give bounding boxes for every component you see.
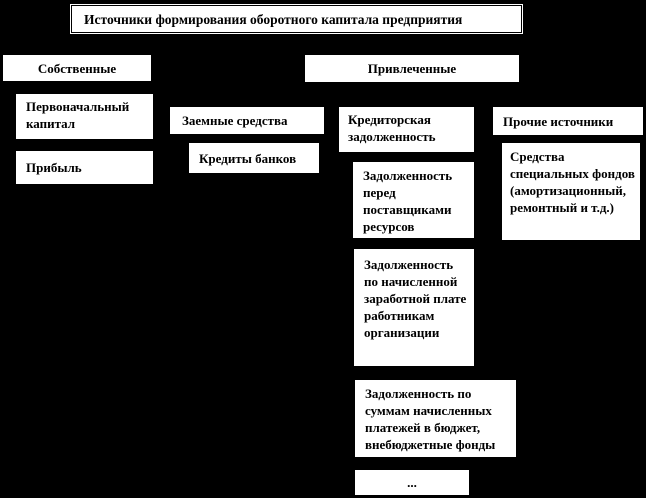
node-borrowed-funds: Заемные средства: [170, 107, 324, 134]
node-attracted-sources: Привлеченные: [305, 55, 519, 82]
node-accounts-payable: Кредиторская задолженность: [339, 107, 474, 152]
node-own-sources: Собственные: [3, 55, 151, 81]
node-profit: Прибыль: [16, 151, 153, 184]
node-debt-suppliers: Задолженность перед поставщиками ресурсов: [353, 162, 474, 238]
node-ellipsis: ...: [355, 470, 469, 495]
node-initial-capital: Первоначальный капитал: [16, 94, 153, 139]
node-debt-budget: Задолженность по суммам начисленных платежей в бюджет, внебюджетные фонды: [355, 380, 516, 457]
node-bank-loans: Кредиты банков: [189, 143, 319, 173]
node-title: Источники формирования оборотного капитала предприятия: [70, 4, 523, 34]
node-other-sources: Прочие источники: [493, 107, 643, 135]
node-debt-wages: Задолженность по начисленной заработной плате работникам организации: [354, 249, 474, 366]
node-special-funds: Средства специальных фондов (амортизационный, ремонтный и т.д.): [502, 143, 640, 240]
